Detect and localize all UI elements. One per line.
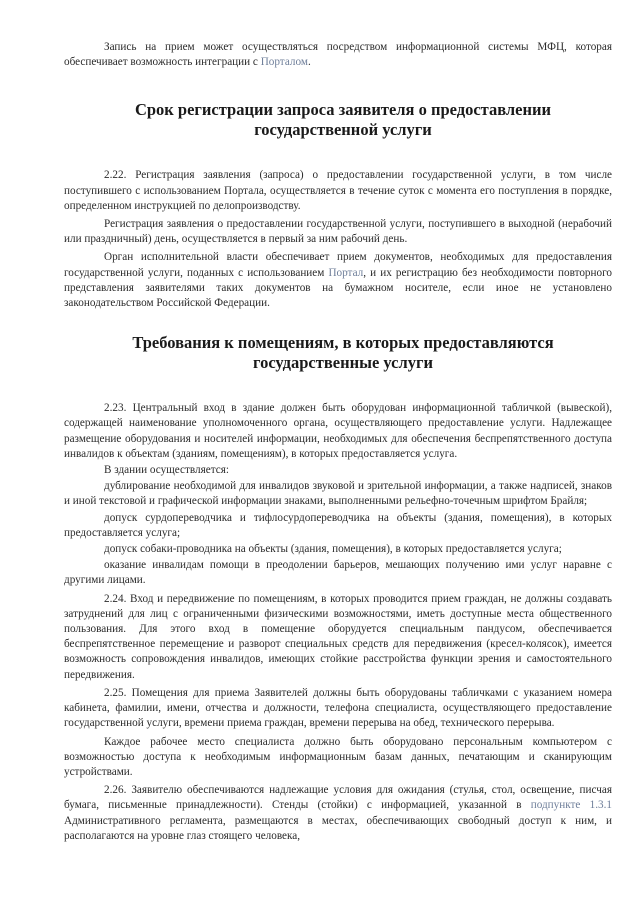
intro-text-end: . — [307, 56, 311, 69]
paragraph-2-23: 2.23. Центральный вход в здание должен быть оборудован информационной табличкой (вывеской), содержащей наименование уполномоченного органа, осуществляющего предоставление услуги. Надлежащее размещение оборудования и носителей информации, необходимых для обеспечения беспрепятственного доступа инвалидов к объектам (зданиям, помещениям), в которых предоставляется услуга. — [64, 402, 612, 460]
list-item-sign-interpreter: допуск сурдопереводчика и тифлосурдопереводчика на объекты (здания, помещения), в которых предоставляется услуга; — [64, 511, 612, 539]
waiting-conditions-text: 2.26. Заявителю обеспечиваются надлежащие условия для ожидания (стулья, стол, освещение, писчая бумага, письменные принадлежности). Стенды (стойки) с информацией, указанной в — [64, 784, 612, 812]
authority-text: Орган исполнительной власти обеспечивает прием документов, необходимых для предоставления государственной услуги, поданных с использованием — [64, 251, 612, 279]
paragraph-building: В здании осуществляется: — [104, 464, 229, 477]
paragraph-registration-holiday: Регистрация заявления о предоставлении государственной услуги, поступившего в выходной (нерабочий или праздничный) день, осуществляется в первый за ним рабочий день. — [64, 218, 612, 246]
paragraph-2-24: 2.24. Вход и передвижение по помещениям, в которых проводится прием граждан, не должны создавать затруднений для лиц с ограниченными физическими возможностями, иметь доступные места общественного пользования. Для этого вход в помещение оборудуется специальным пандусом, обеспечивается беспрепятственное перемещение и разворот специальных средств для передвижения (кресел-колясок), имеется возможность сопровождения инвалидов, имеющих стойкие расстройства функции зрения и самостоятельного передвижения. — [64, 592, 612, 681]
intro-paragraph — [64, 40, 612, 70]
section-heading-registration: Срок регистрации запроса заявителя о предоставлении государственной услуги — [134, 100, 552, 140]
waiting-conditions-text-end: Административного регламента, размещаются в местах, обеспечивающих свободный доступ к ним, и располагаются на уровне глаз стоящего человека, — [64, 814, 612, 842]
list-item-guide-dog: допуск собаки-проводника на объекты (здания, помещения), в которых предоставляется услуга; — [104, 543, 562, 556]
paragraph-2-26 — [64, 783, 612, 844]
list-item-duplication: дублирование необходимой для инвалидов звуковой и зрительной информации, а также надписей, знаков и иной текстовой и графической информации знаками, выполненными рельефно-точечным шрифтом Брайля; — [64, 480, 612, 508]
paragraph-2-22: 2.22. Регистрация заявления (запроса) о предоставлении государственной услуги, в том числе поступившего с использованием Портала, осуществляется в течение суток с момента его поступления в порядке, определенном инструкцией по делопроизводству. — [64, 169, 612, 212]
paragraph-authority-documents — [64, 250, 612, 311]
authority-text-end: , и их регистрацию без необходимости повторного представления заявителями таких документов на бумажном носителе, если иное не установлено законодательством Российской Федерации. — [64, 266, 612, 310]
section-heading-premises: Требования к помещениям, в которых предоставляются государственные услуги — [132, 333, 554, 373]
portal-link[interactable]: Порталом — [260, 56, 308, 69]
paragraph-2-25: 2.25. Помещения для приема Заявителей должны быть оборудованы табличками с указанием номера кабинета, фамилии, имени, отчества и должности, телефона специалиста, осуществляющего предоставление государственной услуги, времени приема граждан, времени перерыва на обед, технического перерыва. — [64, 686, 612, 730]
portal-link-2[interactable]: Портал — [328, 266, 364, 279]
intro-text: Запись на прием может осуществляться посредством информационной системы МФЦ, которая обеспечивает возможность интеграции с — [64, 41, 612, 69]
paragraph-workplace: Каждое рабочее место специалиста должно быть оборудовано персональным компьютером с возможностью доступа к необходимым информационным базам данных, печатающим и сканирующим устройствами. — [64, 735, 612, 778]
subclause-link[interactable]: подпункте 1.3.1 — [530, 799, 612, 812]
list-item-assistance: оказание инвалидам помощи в преодолении барьеров, мешающих получению ими услуг наравне с другими лицами. — [64, 559, 612, 587]
